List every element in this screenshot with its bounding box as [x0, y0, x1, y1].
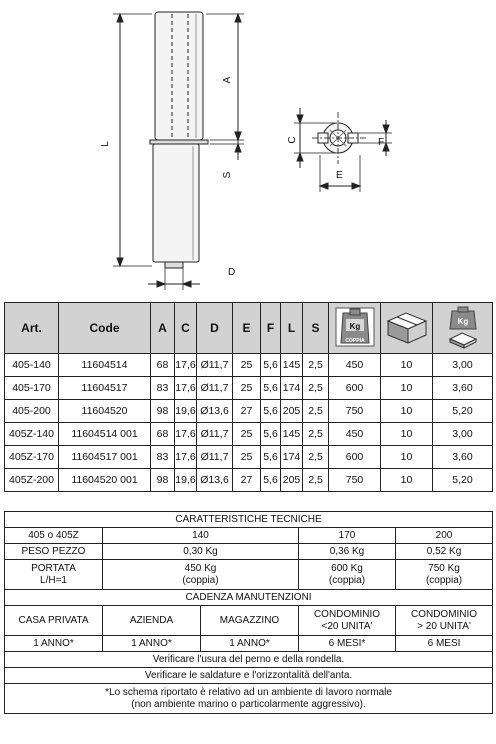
capacity-200: [396, 560, 493, 590]
cell-f: 5,6: [261, 469, 281, 492]
capacity-value: 450 Kg: [184, 562, 217, 574]
cell-c: 17,6: [175, 354, 197, 377]
maint-header-line2: <20 UNITA': [321, 620, 373, 632]
cell-l: 205: [281, 400, 303, 423]
cell-art: 405Z-170: [5, 446, 59, 469]
cell-f: 5,6: [261, 377, 281, 400]
cell-e: 25: [233, 354, 261, 377]
maint-header-line1: CONDOMINIO: [313, 608, 381, 620]
cell-l: 205: [281, 469, 303, 492]
tech-characteristics-table: [4, 511, 493, 714]
cell-weight: 3,00: [433, 423, 493, 446]
cell-art: 405-170: [5, 377, 59, 400]
size-170: 170: [299, 528, 396, 544]
cell-e: 27: [233, 469, 261, 492]
capacity-170: [299, 560, 396, 590]
dim-label-s: S: [222, 171, 233, 179]
cell-code: 11604520 001: [59, 469, 151, 492]
icon-kg2-label: Kg: [457, 316, 468, 326]
cell-s: 2,5: [303, 354, 329, 377]
cell-e: 27: [233, 400, 261, 423]
cell-pack: 10: [381, 446, 433, 469]
cell-load: 450: [329, 423, 381, 446]
lower-cylinder: [153, 144, 199, 262]
size-200: 200: [396, 528, 493, 544]
note-welds: Verificare le saldature e l'orizzontalità dell'anta.: [5, 668, 493, 684]
table-row: [5, 423, 493, 446]
hinge-drawing-svg: [0, 0, 496, 296]
cell-a: 68: [151, 423, 175, 446]
cell-s: 2,5: [303, 446, 329, 469]
cell-code: 11604514 001: [59, 423, 151, 446]
dim-label-c: C: [287, 136, 298, 144]
maint-value-condo-large: 6 MESI: [396, 636, 493, 652]
cell-d: Ø11,7: [197, 446, 233, 469]
header-d: D: [197, 303, 233, 354]
capacity-140: [103, 560, 299, 590]
cell-load: 750: [329, 469, 381, 492]
cell-d: Ø13,6: [197, 469, 233, 492]
maint-header-condo-small: [299, 606, 396, 636]
cell-pack: 10: [381, 423, 433, 446]
package-box-icon: [381, 303, 433, 354]
capacity-label-line2: L/H=1: [40, 574, 67, 586]
cell-art: 405-140: [5, 354, 59, 377]
header-art: Art.: [5, 303, 59, 354]
maint-header-warehouse: [201, 606, 299, 636]
maint-header-private: [5, 606, 103, 636]
cell-load: 600: [329, 377, 381, 400]
footnote-line2: (non ambiente marino o particolarmente aggressivo).: [131, 698, 366, 710]
weight-label: PESO PEZZO: [5, 544, 103, 560]
header-l: L: [281, 303, 303, 354]
cell-a: 98: [151, 469, 175, 492]
footnote: [5, 684, 493, 714]
capacity-value: 600 Kg: [331, 562, 363, 574]
cell-load: 750: [329, 400, 381, 423]
cell-art: 405Z-140: [5, 423, 59, 446]
cell-c: 17,6: [175, 423, 197, 446]
table-row: [5, 377, 493, 400]
technical-drawing: [0, 0, 496, 296]
cell-d: Ø11,7: [197, 377, 233, 400]
maint-header-line1: MAGAZZINO: [219, 614, 280, 626]
unit-weight-icon: [433, 303, 493, 354]
maint-header-company: [103, 606, 201, 636]
dim-label-d: D: [228, 267, 236, 278]
spec-table: [4, 302, 493, 492]
capacity-note: (coppia): [328, 574, 366, 586]
header-e: E: [233, 303, 261, 354]
table-row: [5, 400, 493, 423]
maint-value-company: 1 ANNO*: [103, 636, 201, 652]
cell-code: 11604520: [59, 400, 151, 423]
note-pin-wear: Verificare l'usura del perno e della rondella.: [5, 652, 493, 668]
cell-l: 145: [281, 423, 303, 446]
weight-170: 0,36 Kg: [299, 544, 396, 560]
cell-a: 68: [151, 354, 175, 377]
header-code: Code: [59, 303, 151, 354]
table-row: [5, 446, 493, 469]
header-c: C: [175, 303, 197, 354]
size-140: 140: [103, 528, 299, 544]
weight-200: 0,52 Kg: [396, 544, 493, 560]
cell-code: 11604517 001: [59, 446, 151, 469]
cell-pack: 10: [381, 400, 433, 423]
header-s: S: [303, 303, 329, 354]
cell-f: 5,6: [261, 446, 281, 469]
cell-a: 83: [151, 446, 175, 469]
cell-weight: 5,20: [433, 469, 493, 492]
maint-header-line2: > 20 UNITA': [417, 620, 471, 632]
cell-pack: 10: [381, 469, 433, 492]
header-f: F: [261, 303, 281, 354]
weight-scale-pair-icon: [329, 303, 381, 354]
icon-coppia-label: COPPIA: [344, 337, 365, 344]
capacity-note: (coppia): [425, 574, 463, 586]
cell-c: 19,6: [175, 400, 197, 423]
table-row: [5, 469, 493, 492]
cell-d: Ø13,6: [197, 400, 233, 423]
icon-kg-label: Kg: [349, 321, 360, 331]
cell-load: 450: [329, 354, 381, 377]
cell-e: 25: [233, 446, 261, 469]
cell-code: 11604514: [59, 354, 151, 377]
cell-l: 145: [281, 354, 303, 377]
table-row: [5, 354, 493, 377]
maint-header-line1: CASA PRIVATA: [18, 614, 89, 626]
capacity-note: (coppia): [182, 574, 219, 586]
cell-e: 25: [233, 423, 261, 446]
cell-weight: 3,00: [433, 354, 493, 377]
cell-pack: 10: [381, 377, 433, 400]
footnote-line1: *Lo schema riportato è relativo ad un ambiente di lavoro normale: [105, 686, 392, 698]
weight-140: 0,30 Kg: [103, 544, 299, 560]
cell-c: 17,6: [175, 446, 197, 469]
cell-e: 25: [233, 377, 261, 400]
cell-l: 174: [281, 377, 303, 400]
cell-f: 5,6: [261, 354, 281, 377]
cell-weight: 3,60: [433, 446, 493, 469]
maint-header-condo-large: [396, 606, 493, 636]
cell-d: Ø11,7: [197, 354, 233, 377]
cell-pack: 10: [381, 354, 433, 377]
maint-header-line1: CONDOMINIO: [410, 608, 478, 620]
dim-label-a: A: [222, 76, 233, 84]
tech-title: CARATTERISTICHE TECNICHE: [5, 512, 493, 528]
capacity-value: 750 Kg: [428, 562, 460, 574]
cell-weight: 3,60: [433, 377, 493, 400]
cell-art: 405Z-200: [5, 469, 59, 492]
cell-a: 98: [151, 400, 175, 423]
cell-s: 2,5: [303, 400, 329, 423]
cell-f: 5,6: [261, 423, 281, 446]
maintenance-title: CADENZA MANUTENZIONI: [5, 590, 493, 606]
cell-s: 2,5: [303, 377, 329, 400]
model-label: 405 o 405Z: [5, 528, 103, 544]
cell-art: 405-200: [5, 400, 59, 423]
capacity-label: [5, 560, 103, 590]
header-a: A: [151, 303, 175, 354]
cell-c: 17,6: [175, 377, 197, 400]
cell-load: 600: [329, 446, 381, 469]
capacity-label-line1: PORTATA: [31, 562, 76, 574]
maint-value-warehouse: 1 ANNO*: [201, 636, 299, 652]
cell-code: 11604517: [59, 377, 151, 400]
maint-header-line1: AZIENDA: [129, 614, 174, 626]
cell-d: Ø11,7: [197, 423, 233, 446]
cell-weight: 5,20: [433, 400, 493, 423]
cell-s: 2,5: [303, 469, 329, 492]
dim-label-l: L: [100, 141, 111, 147]
cell-a: 83: [151, 377, 175, 400]
maint-value-private: 1 ANNO*: [5, 636, 103, 652]
dim-label-e: E: [336, 170, 343, 181]
maint-value-condo-small: 6 MESI*: [299, 636, 396, 652]
cell-s: 2,5: [303, 423, 329, 446]
dim-label-f: F: [378, 137, 385, 148]
cell-l: 174: [281, 446, 303, 469]
cell-f: 5,6: [261, 400, 281, 423]
spec-header-row: [5, 303, 493, 354]
cell-c: 19,6: [175, 469, 197, 492]
